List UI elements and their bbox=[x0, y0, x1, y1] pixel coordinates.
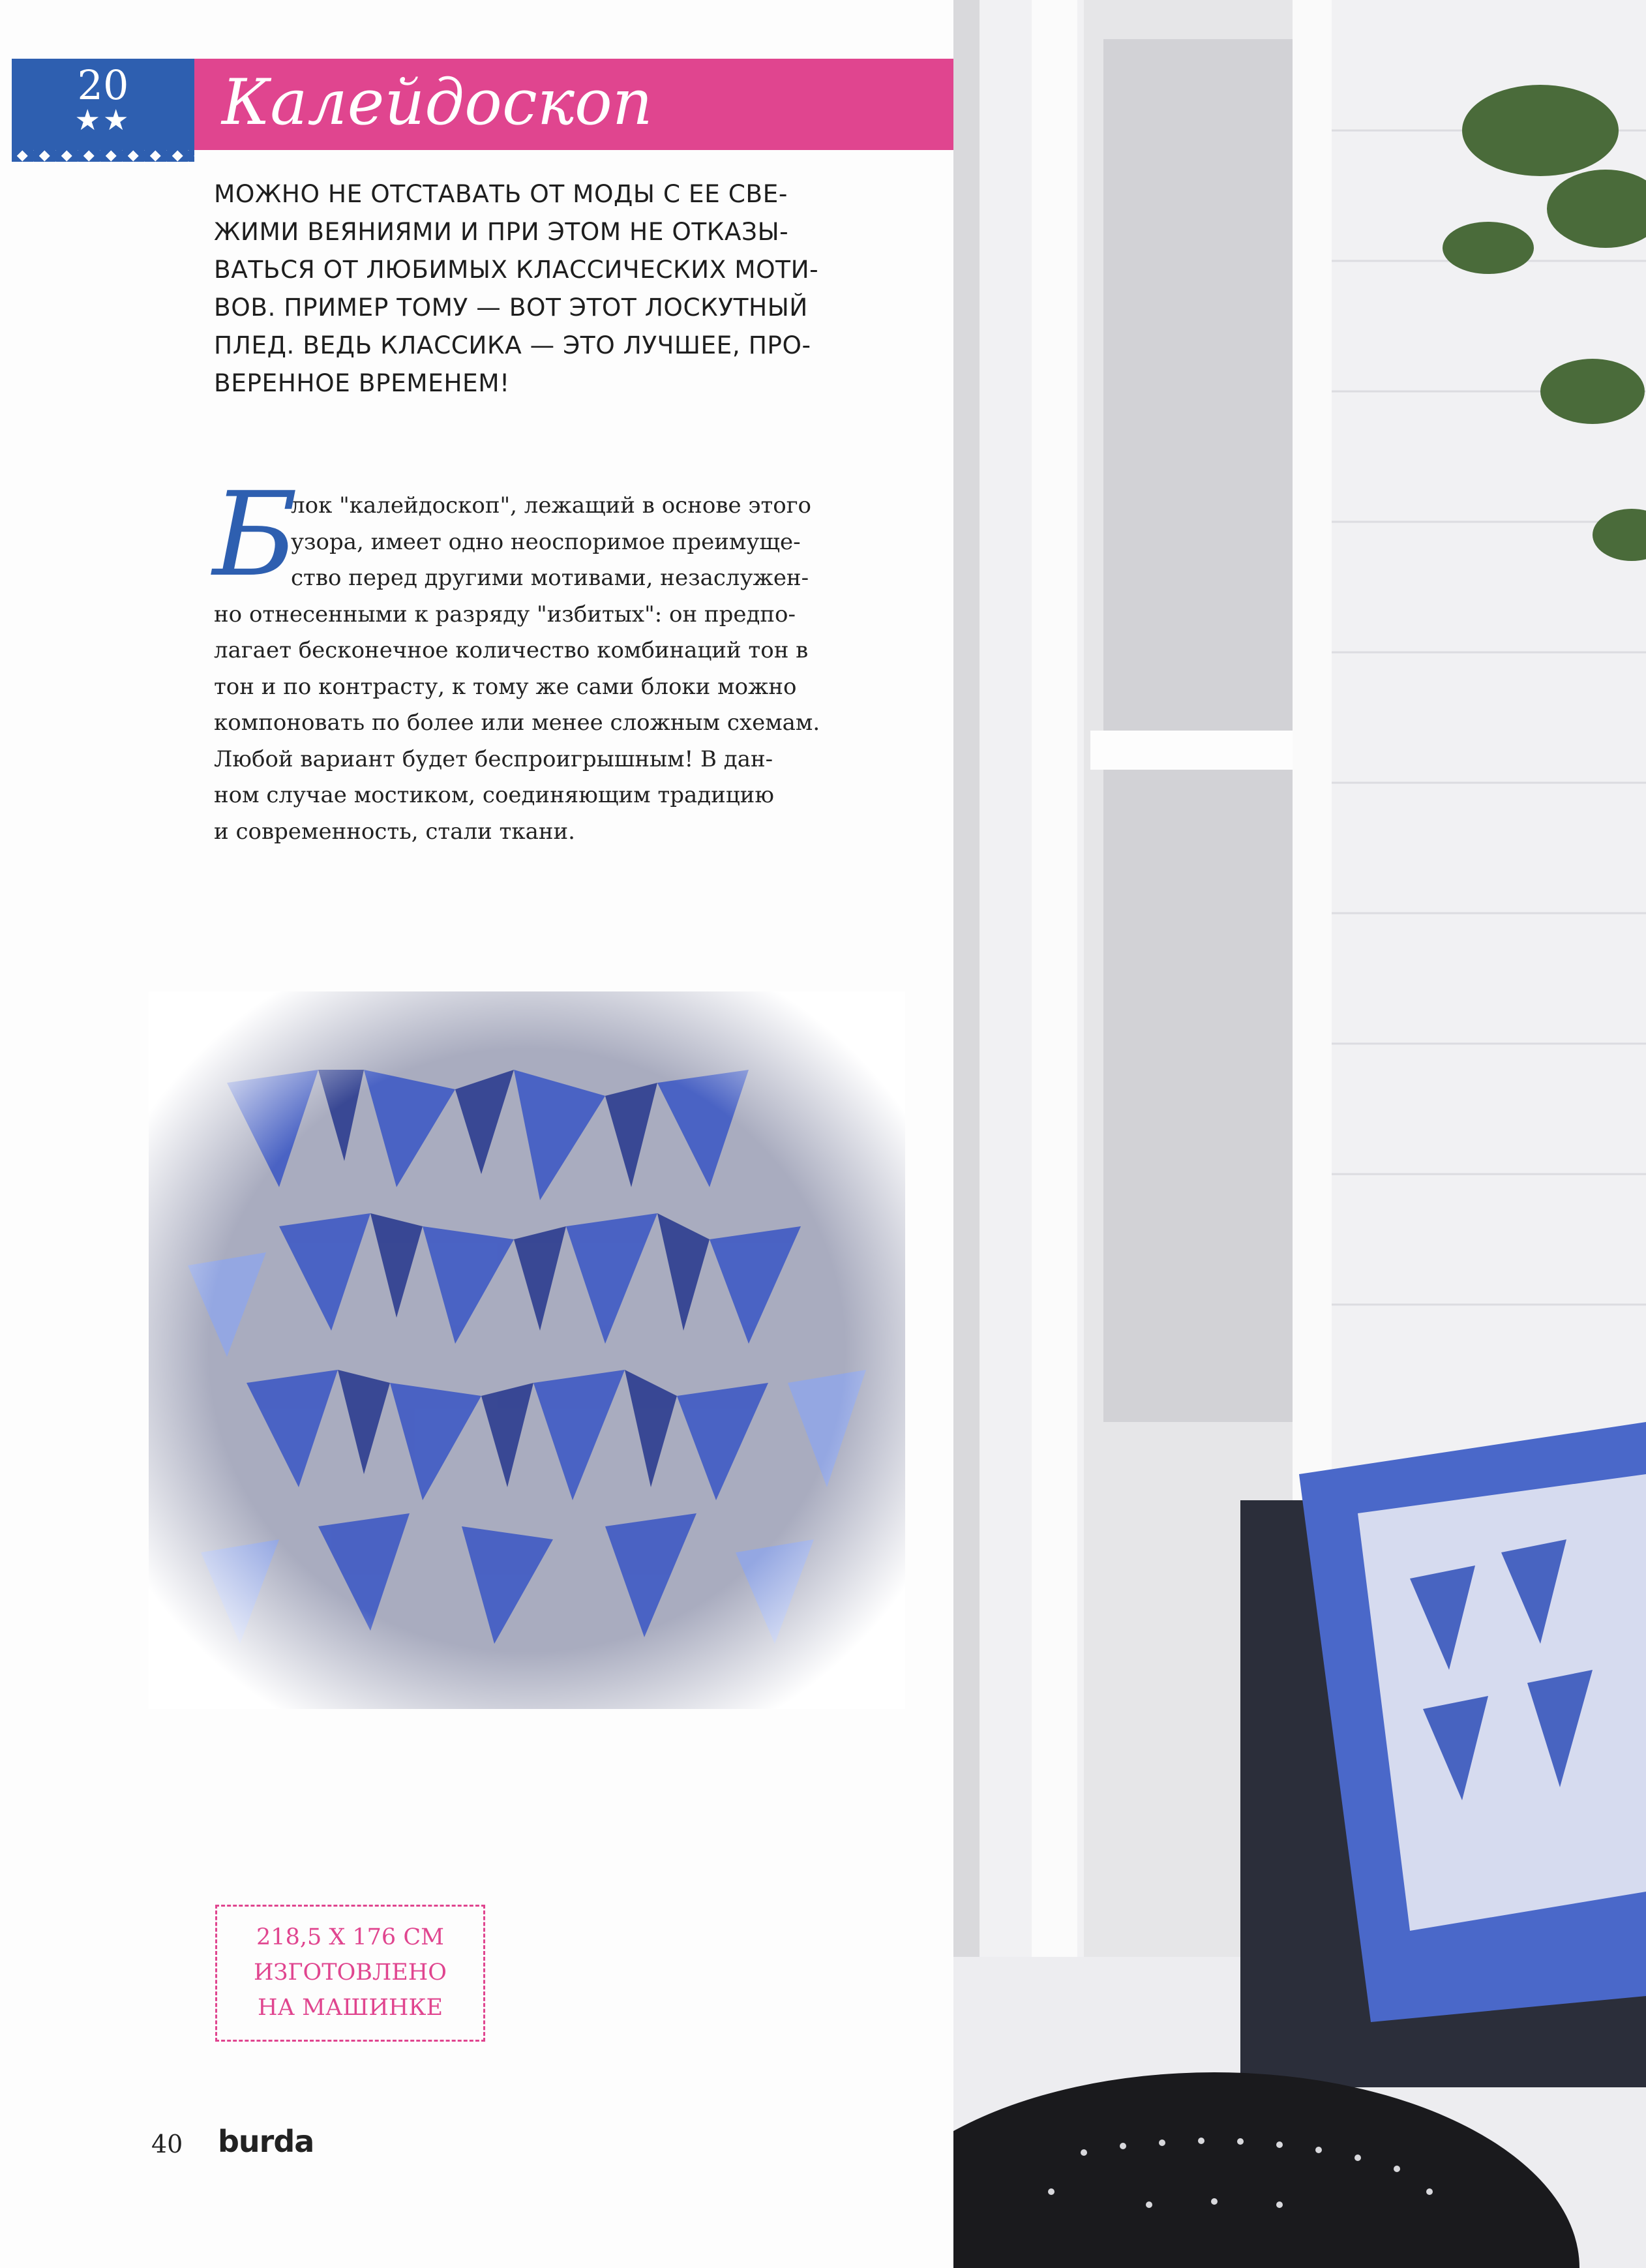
body-line: тон и по контрасту, к тому же сами блоки можно bbox=[214, 673, 797, 700]
quilt-detail-photo bbox=[149, 991, 905, 1709]
body-line: но отнесенными к разряду "избитых": он предпо- bbox=[214, 601, 796, 627]
lead-line: ВЕРЕННОЕ ВРЕМЕНЕМ! bbox=[214, 369, 510, 397]
body-line: лагает бесконечное количество комбинаций тон в bbox=[214, 637, 809, 663]
project-number-badge bbox=[12, 59, 194, 150]
quilt-pattern-illustration bbox=[149, 991, 905, 1709]
body-line: узора, имеет одно неоспоримое преимуще- bbox=[291, 528, 801, 555]
brand-logo: burda bbox=[218, 2124, 314, 2159]
body-line: лок "калейдоскоп", лежащий в основе этого bbox=[291, 492, 812, 519]
body-line: компоновать по более или менее сложным схемам. bbox=[214, 710, 820, 736]
body-line: ном случае мостиком, соединяющим традицию bbox=[214, 782, 774, 808]
body-paragraph bbox=[214, 488, 873, 850]
article-title: Калейдоскоп bbox=[222, 66, 653, 139]
difficulty-stars: ★★ bbox=[74, 104, 132, 137]
lead-line: ВОВ. ПРИМЕР ТОМУ — ВОТ ЭТОТ ЛОСКУТНЫЙ bbox=[214, 293, 808, 322]
page-number: 40 bbox=[151, 2130, 183, 2158]
lead-line: ВАТЬСЯ ОТ ЛЮБИМЫХ КЛАССИЧЕСКИХ МОТИ- bbox=[214, 255, 819, 284]
lead-line: ПЛЕД. ВЕДЬ КЛАССИКА — ЭТО ЛУЧШЕЕ, ПРО- bbox=[214, 331, 811, 359]
lead-line: МОЖНО НЕ ОТСТАВАТЬ ОТ МОДЫ С ЕЕ СВЕ- bbox=[214, 179, 788, 208]
title-band bbox=[194, 59, 953, 150]
body-line: и современность, стали ткани. bbox=[214, 818, 575, 845]
project-number: 20 bbox=[77, 61, 129, 109]
info-made: ИЗГОТОВЛЕНО bbox=[254, 1959, 447, 1986]
body-line: Любой вариант будет беспроигрышным! В дан- bbox=[214, 746, 773, 772]
size-info-box bbox=[215, 1905, 485, 2042]
lead-line: ЖИМИ ВЕЯНИЯМИ И ПРИ ЭТОМ НЕ ОТКАЗЫ- bbox=[214, 217, 789, 246]
lead-paragraph bbox=[214, 175, 866, 402]
body-line: ство перед другими мотивами, незаслужен- bbox=[291, 565, 809, 591]
drop-cap: Б bbox=[213, 467, 298, 602]
room-photo bbox=[953, 0, 1646, 2268]
info-size: 218,5 Х 176 СМ bbox=[256, 1924, 444, 1950]
room-scene-illustration bbox=[953, 0, 1646, 2268]
info-method: НА МАШИНКЕ bbox=[257, 1995, 443, 2021]
